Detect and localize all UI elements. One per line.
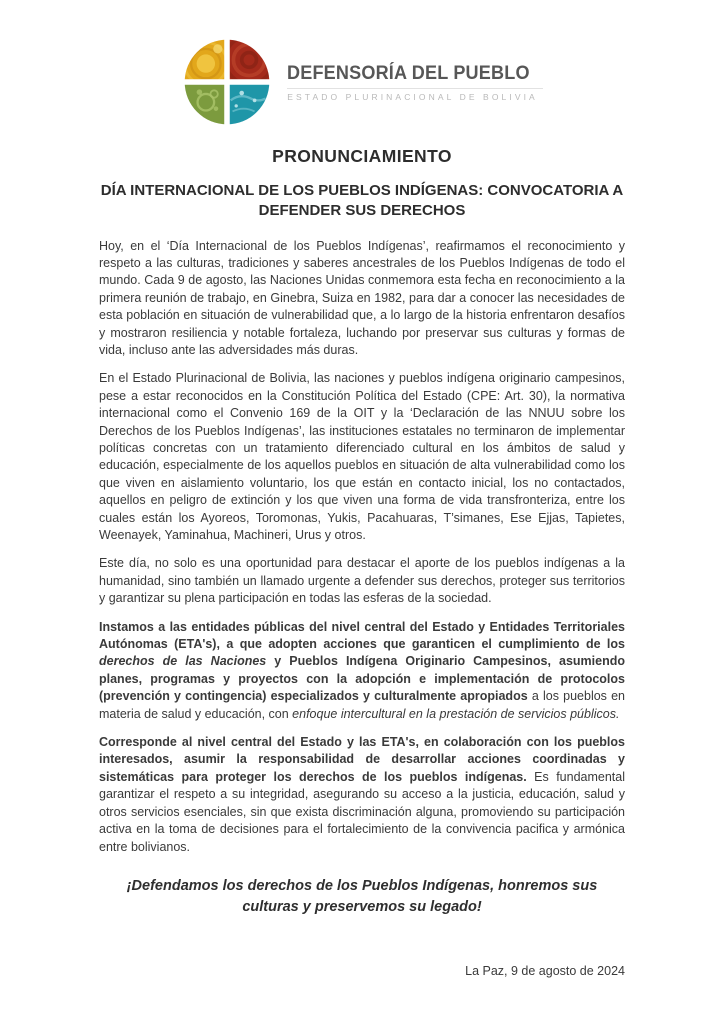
text-run: Este día, no solo es una oportunidad para destacar el aporte de los pueblos indígenas a la humanidad, sino también un llamado urgente a defender sus derechos, proteger sus territorios y garantizar su plena participación en todas las esferas de la sociedad. bbox=[99, 556, 625, 606]
text-run: enfoque intercultural en la prestación de servicios públicos. bbox=[292, 706, 620, 721]
closing-slogan: ¡Defendamos los derechos de los Pueblos Indígenas, honremos sus culturas y preservemos su legado! bbox=[126, 877, 598, 915]
text-run: En el Estado Plurinacional de Bolivia, las naciones y pueblos indígena originario campesinos, pese a estar reconocidos en la Constitución Política del Estado (CPE: Art. 30), la normativa internacional como el Convenio 169 de la OIT y la ‘Declaración de las NNUU sobre los Derechos de los Pueblos Indígenas’, las instituciones estatales no terminaron de implementar políticas concretas con un tratamiento diferenciado cultural en los ámbitos de salud y educación, especialmente de los aquellos pueblos en situación de alta vulnerabilidad como los que viven en aislamiento voluntario, los que están en contacto inicial, los no contactados, aquellos en peligro de extinción y los que viven una forma de vida transfronteriza, entre los cuales están los Ayoreos, Toromonas, Yukis, Pacahuaras, T’simanes, Ese Ejjas, Tapietes, Weenayek, Yaminahua, Machineri, Urus y otros. bbox=[99, 371, 625, 542]
text-run: a los pueblos en materia de salud y educación, con bbox=[99, 689, 626, 721]
org-logo bbox=[0, 36, 724, 128]
document-subtitle: DÍA INTERNACIONAL DE LOS PUEBLOS INDÍGENAS: CONVOCATORIA A DEFENDER SUS DERECHOS bbox=[100, 182, 624, 220]
org-name: DEFENSORÍA DEL PUEBLO bbox=[287, 62, 530, 84]
dateline: La Paz, 9 de agosto de 2024 bbox=[465, 963, 625, 978]
text-run: y Pueblos Indígena Originario Campesinos, asumiendo planes, programas y proyectos con la adopción e implementación de protocolos (prevención y contingencia) especializados y culturalmente apropiados bbox=[99, 654, 625, 704]
defensoria-logo-icon bbox=[181, 36, 273, 128]
text-run: derechos de las Naciones bbox=[99, 654, 267, 669]
paragraph bbox=[99, 370, 625, 544]
paragraph bbox=[99, 734, 625, 856]
text-run: Hoy, en el ‘Día Internacional de los Pueblos Indígenas’, reafirmamos el reconocimiento y respeto a las culturas, tradiciones y saberes ancestrales de los Pueblos Indígenas de todo el mundo. Cada 9 de agosto, las Naciones Unidas conmemora esta fecha en reconocimiento a la primera reunión de trabajo, en Ginebra, Suiza en 1982, para dar a conocer las necesidades de esta población en situación de vulnerabilidad que, a lo largo de la historia enfrentaron desafíos y mostraron resiliencia y notable fortaleza, luchando por preservar sus culturas y formas de vida, incluso ante las adversidades más duras. bbox=[99, 238, 625, 357]
text-run: Corresponde al nivel central del Estado y las ETA's, en colaboración con los pueblos interesados, asumir la responsabilidad de desarrollar acciones coordinadas y sistemáticas para proteger los derechos de los pueblos indígenas. bbox=[99, 735, 625, 784]
org-wordmark bbox=[287, 63, 542, 102]
document-body bbox=[99, 238, 625, 856]
document-title: PRONUNCIAMIENTO bbox=[272, 146, 452, 166]
paragraph bbox=[99, 555, 625, 607]
paragraph bbox=[99, 619, 625, 723]
org-subtitle: ESTADO PLURINACIONAL DE BOLIVIA bbox=[287, 88, 542, 102]
paragraph bbox=[99, 238, 625, 360]
text-run: Instamos a las entidades públicas del nivel central del Estado y Entidades Territoriales Autónomas (ETA's), a que adopten acciones que garanticen el cumplimiento de los bbox=[99, 619, 625, 652]
text-run: Es fundamental garantizar el respeto a su integridad, asegurando su acceso a la justicia, educación, salud y otros servicios esenciales, sin que exista discriminación alguna, promoviendo su participación activa en la toma de decisiones para el fortalecimiento de la convivencia pacifica y armónica entre bolivianos. bbox=[99, 769, 625, 854]
